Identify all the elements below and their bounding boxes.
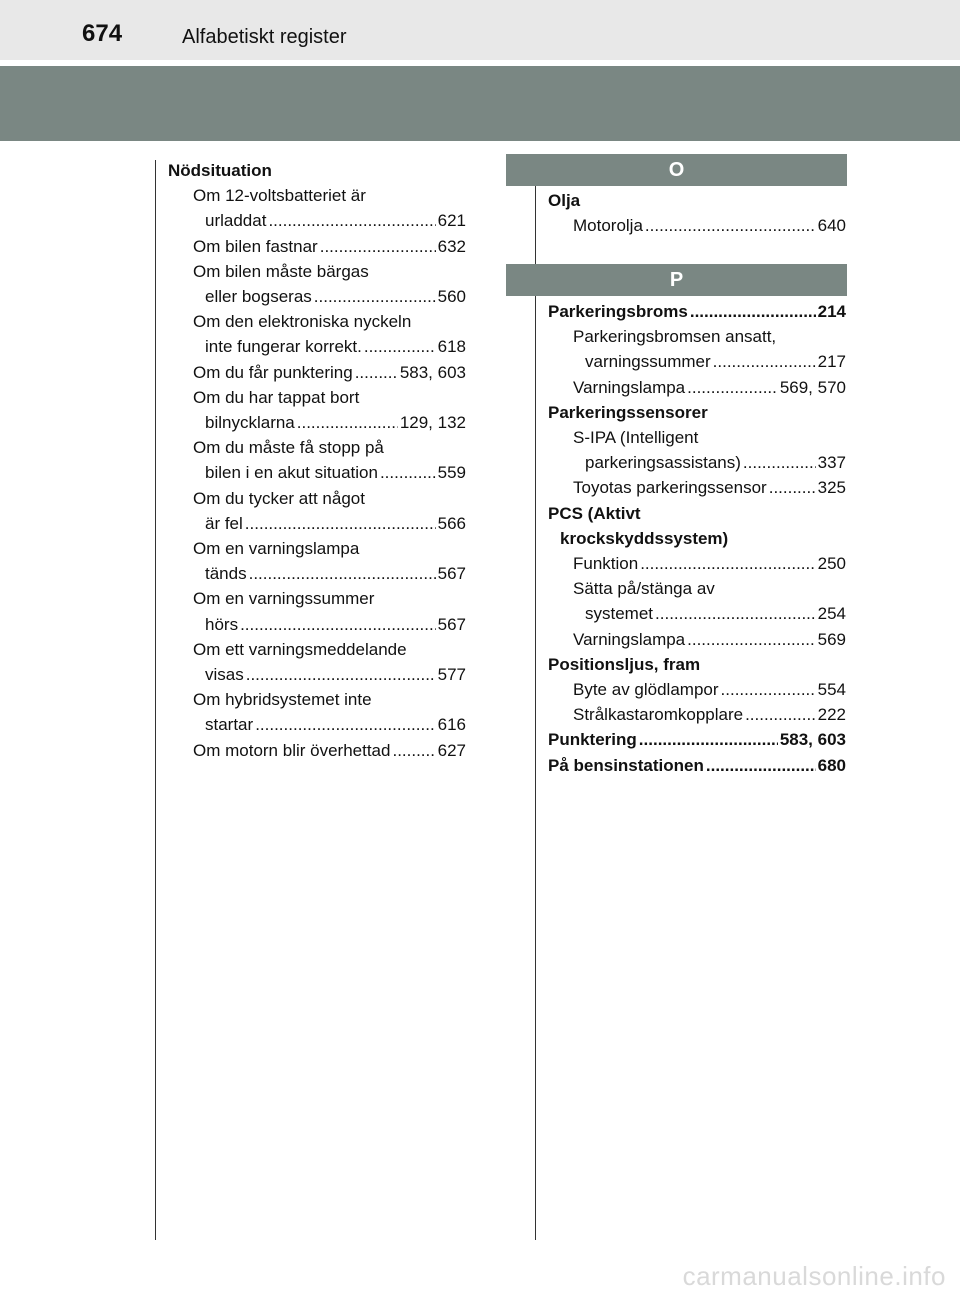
entry-page-ref: 254 xyxy=(817,604,846,624)
entry-page-ref: 621 xyxy=(437,211,466,231)
entry-page-ref: 337 xyxy=(817,453,846,473)
index-entry xyxy=(168,360,466,385)
index-section-o xyxy=(548,188,846,238)
index-entry xyxy=(548,551,846,576)
entry-term: Om en varningslampa xyxy=(193,539,360,559)
entry-term: varningssummer xyxy=(585,352,711,372)
entry-term: eller bogseras xyxy=(205,287,312,307)
dot-leader xyxy=(255,712,435,737)
entry-page-ref: 583, 603 xyxy=(779,730,846,750)
index-entry xyxy=(548,349,846,374)
index-entry xyxy=(548,501,846,526)
dot-leader xyxy=(392,738,435,763)
dot-leader xyxy=(246,662,436,687)
entry-page-ref: 616 xyxy=(437,715,466,735)
entry-term: Om du tycker att något xyxy=(193,488,365,508)
entry-page-ref: 627 xyxy=(437,740,466,760)
entry-term: startar xyxy=(205,715,254,735)
header-bar xyxy=(0,0,960,60)
entry-term: är fel xyxy=(205,513,243,533)
entry-term: Om du har tappat bort xyxy=(193,387,360,407)
section-header-p xyxy=(506,264,847,296)
index-entry xyxy=(168,662,466,687)
section-letter: O xyxy=(668,158,685,181)
entry-page-ref: 569 xyxy=(817,629,846,649)
index-entry xyxy=(548,324,846,349)
index-entry xyxy=(168,309,466,334)
index-entry xyxy=(548,375,846,400)
entry-page-ref: 559 xyxy=(437,463,466,483)
dot-leader xyxy=(687,627,815,652)
dot-leader xyxy=(640,551,815,576)
index-entry xyxy=(548,677,846,702)
index-entry xyxy=(168,460,466,485)
entry-page-ref: 569, 570 xyxy=(779,377,846,397)
entry-page-ref: 554 xyxy=(817,680,846,700)
dot-leader xyxy=(249,561,436,586)
entry-page-ref: 577 xyxy=(437,665,466,685)
index-entry xyxy=(168,612,466,637)
section-letter: P xyxy=(669,268,684,291)
entry-page-ref: 680 xyxy=(817,755,846,775)
entry-term: Parkeringsbromsen ansatt, xyxy=(573,327,777,347)
index-entry xyxy=(548,450,846,475)
entry-page-ref: 566 xyxy=(437,513,466,533)
index-entry xyxy=(168,561,466,586)
index-entry xyxy=(548,299,846,324)
dot-leader xyxy=(769,475,816,500)
page-title: Alfabetiskt register xyxy=(182,26,347,48)
entry-term: Om du får punktering xyxy=(193,362,353,382)
index-entry xyxy=(168,284,466,309)
watermark: carmanualsonline.info xyxy=(682,1261,946,1291)
entry-term: bilen i en akut situation xyxy=(205,463,378,483)
entry-term: Toyotas parkeringssensor xyxy=(573,478,767,498)
dot-leader xyxy=(745,702,816,727)
entry-term: På bensinstationen xyxy=(548,755,704,775)
index-section-p xyxy=(548,299,846,778)
entry-term: Om motorn blir överhettad xyxy=(193,740,391,760)
entry-term: Varningslampa xyxy=(573,377,686,397)
index-entry xyxy=(168,334,466,359)
dot-leader xyxy=(687,375,778,400)
index-entry xyxy=(548,526,846,551)
dot-leader xyxy=(655,601,816,626)
entry-term: urladdat xyxy=(205,211,267,231)
dot-leader xyxy=(639,727,778,752)
dot-leader xyxy=(268,208,435,233)
dot-leader xyxy=(297,410,398,435)
entry-page-ref: 560 xyxy=(437,287,466,307)
index-entry xyxy=(548,601,846,626)
dot-leader xyxy=(320,234,436,259)
entry-page-ref: 325 xyxy=(817,478,846,498)
entry-term: Positionsljus, fram xyxy=(548,654,701,674)
entry-term: Punktering xyxy=(548,730,637,750)
entry-term: Om du måste få stopp på xyxy=(193,438,384,458)
index-entry xyxy=(548,627,846,652)
index-entry xyxy=(168,259,466,284)
dot-leader xyxy=(721,677,816,702)
entry-page-ref: 217 xyxy=(817,352,846,372)
entry-term: Nödsituation xyxy=(168,161,272,180)
dot-leader xyxy=(355,360,398,385)
index-entry xyxy=(168,208,466,233)
entry-term: Om hybridsystemet inte xyxy=(193,690,372,710)
entry-term: bilnycklarna xyxy=(205,413,295,433)
entry-term: Byte av glödlampor xyxy=(573,680,719,700)
entry-term: S-IPA (Intelligent xyxy=(573,428,699,448)
entry-term: PCS (Aktivt xyxy=(548,503,641,523)
entry-page-ref: 250 xyxy=(817,554,846,574)
index-entry xyxy=(548,213,846,238)
entry-term: visas xyxy=(205,665,244,685)
header-band xyxy=(0,66,960,141)
index-entry xyxy=(548,753,846,778)
entry-term: Parkeringsbroms xyxy=(548,302,688,321)
index-entry xyxy=(548,188,846,213)
entry-term: Om bilen måste bärgas xyxy=(193,261,369,281)
entry-term: Om ett varningsmeddelande xyxy=(193,639,407,659)
index-entry xyxy=(168,183,466,208)
dot-leader xyxy=(713,349,816,374)
section-header-o xyxy=(506,154,847,186)
entry-term: hörs xyxy=(205,614,239,634)
entry-term: Strålkastaromkopplare xyxy=(573,705,744,725)
index-entry xyxy=(548,702,846,727)
index-entry xyxy=(548,475,846,500)
index-entry xyxy=(168,486,466,511)
index-entry xyxy=(168,511,466,536)
dot-leader xyxy=(314,284,436,309)
entry-term: Olja xyxy=(548,191,581,210)
entry-term: krockskyddssystem) xyxy=(560,528,729,548)
entry-page-ref: 129, 132 xyxy=(399,413,466,433)
index-entry xyxy=(548,652,846,677)
index-column-left xyxy=(168,158,466,763)
entry-term: Parkeringssensorer xyxy=(548,402,708,422)
index-entry xyxy=(168,536,466,561)
dot-leader xyxy=(380,460,436,485)
entry-page-ref: 567 xyxy=(437,614,466,634)
dot-leader xyxy=(240,612,436,637)
entry-page-ref: 567 xyxy=(437,564,466,584)
entry-term: Sätta på/stänga av xyxy=(573,579,715,599)
entry-page-ref: 632 xyxy=(437,236,466,256)
dot-leader xyxy=(645,213,816,238)
entry-term: Om den elektroniska nyckeln xyxy=(193,312,412,332)
entry-page-ref: 618 xyxy=(437,337,466,357)
entry-term: Funktion xyxy=(573,554,639,574)
entry-term: tänds xyxy=(205,564,247,584)
index-entry xyxy=(168,234,466,259)
entry-page-ref: 640 xyxy=(817,216,846,236)
entry-term: Varningslampa xyxy=(573,629,686,649)
index-entry xyxy=(168,687,466,712)
index-entry xyxy=(168,586,466,611)
entry-term: systemet xyxy=(585,604,654,624)
index-entry xyxy=(168,410,466,435)
entry-term: Om 12-voltsbatteriet är xyxy=(193,186,366,206)
entry-term: inte fungerar korrekt. xyxy=(205,337,362,357)
dot-leader xyxy=(245,511,436,536)
index-entry xyxy=(548,576,846,601)
index-entry xyxy=(168,435,466,460)
index-entry xyxy=(168,385,466,410)
column-rule-right xyxy=(535,160,536,1240)
dot-leader xyxy=(743,450,816,475)
index-entry xyxy=(168,158,466,183)
entry-term: Om en varningssummer xyxy=(193,589,375,609)
index-entry xyxy=(168,738,466,763)
dot-leader xyxy=(706,753,816,778)
entry-page-ref: 583, 603 xyxy=(399,362,466,382)
entry-term: parkeringsassistans) xyxy=(585,453,741,473)
dot-leader xyxy=(690,299,816,324)
index-entry xyxy=(168,712,466,737)
entry-page-ref: 222 xyxy=(817,705,846,725)
index-entry xyxy=(548,425,846,450)
entry-term: Om bilen fastnar xyxy=(193,236,318,256)
page-number: 674 xyxy=(82,20,123,47)
index-entry xyxy=(548,727,846,752)
index-entry xyxy=(548,400,846,425)
dot-leader xyxy=(364,334,436,359)
entry-term: Motorolja xyxy=(573,216,643,236)
column-rule-left xyxy=(155,160,156,1240)
index-entry xyxy=(168,637,466,662)
entry-page-ref: 214 xyxy=(817,302,846,321)
